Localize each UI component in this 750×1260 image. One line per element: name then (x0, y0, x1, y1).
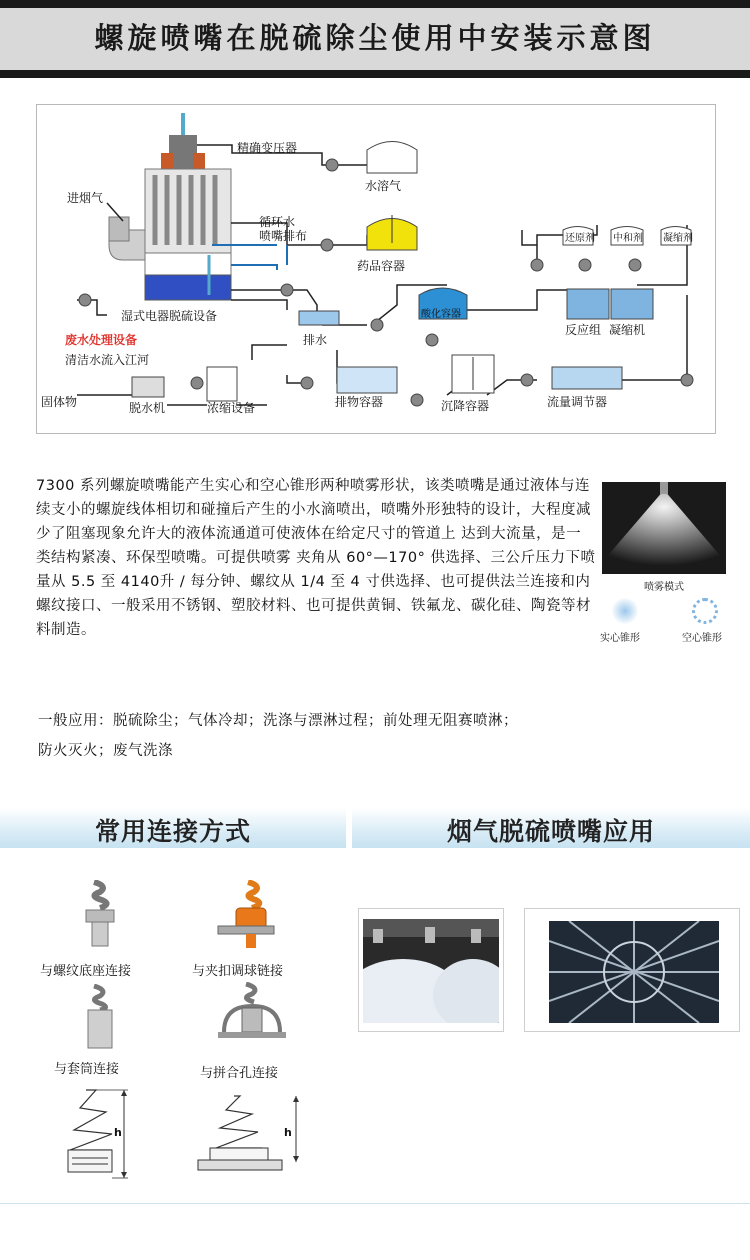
label-water-vapor: 水溶气 (365, 179, 402, 193)
drain-tank (299, 311, 339, 325)
connection-label-clamp: 与夹扣调球链接 (192, 964, 284, 979)
connection-label-threaded: 与螺纹底座连接 (40, 964, 132, 979)
reaction-tanks (567, 289, 653, 319)
spray-pattern-caption: 喷雾模式 (644, 582, 684, 593)
discharge-tank (337, 367, 397, 393)
hollow-cone-label: 空心锥形 (682, 633, 722, 644)
banner-top-band (0, 0, 750, 8)
label-neutralizer: 中和剂 (613, 233, 643, 244)
connection-label-sleeve: 与套筒连接 (54, 1062, 120, 1077)
settling-tank (452, 355, 494, 393)
fgd-header (352, 808, 750, 848)
label-circulating-water: 循环水 (259, 215, 296, 229)
fgd-photo-card-2 (524, 908, 740, 1032)
label-acid-container: 酸化容器 (421, 309, 461, 320)
scrubber-tower (107, 113, 231, 300)
dimension-h-label-left: h (114, 1126, 122, 1139)
dimension-h-label-right: h (284, 1126, 292, 1139)
banner-bottom-band (0, 70, 750, 78)
label-settling-container: 沉降容器 (441, 399, 490, 413)
label-nozzle-layout: 喷嘴排布 (259, 229, 308, 243)
label-concentrator: 浓缩设备 (207, 401, 256, 415)
applications-line-2: 防火灭火；废气洗涤 (38, 743, 173, 759)
label-flow-regulator: 流量调节器 (547, 395, 608, 409)
spray-photo (602, 482, 726, 574)
solid-cone-icon (612, 598, 638, 624)
spray-pattern-figure (600, 480, 750, 650)
label-chem-container: 药品容器 (357, 259, 406, 273)
dimension-drawing-threaded (56, 1086, 146, 1186)
clamp-ball-nozzle-image (206, 880, 286, 952)
label-clean-water: 清洁水流入江河 (65, 353, 150, 367)
label-wet-esp: 湿式电器脱硫设备 (121, 309, 218, 323)
solid-cone-label: 实心锥形 (600, 633, 640, 644)
connection-label-split-hole: 与拼合孔连接 (200, 1066, 279, 1081)
label-transformer: 精确变压器 (237, 141, 298, 155)
chemical-container (367, 215, 417, 250)
nozzle-array-photo (549, 921, 719, 1023)
label-discharge-container: 排物容器 (335, 395, 384, 409)
applications-line-1: 一般应用：脱硫除尘；气体冷却；洗涤与漂淋过程；前处理无阻赛喷淋； (38, 713, 518, 729)
fgd-title: 烟气脱硫喷嘴应用 (446, 817, 655, 846)
product-description: 7300 系列螺旋喷嘴能产生实心和空心锥形两种喷雾形状，该类喷嘴是通过液体与连续支小的螺旋线体相切和碰撞后产生的小水滴喷出，喷嘴外形独特的设计，大程度减少了阻塞现象允许大的液体流通道可使液体在给定尺寸的管道上 达到大流量，是一类结构紧凑、环保型喷嘴。可提供喷雾 夹角从 60°—170° 供选择、三公斤压力下喷量从 5.5 至 4140升 / 每分钟、螺纹从 1/4 至 4 寸供选择、也可提供法兰连接和内螺纹接口、一般采用不锈钢、塑胶材料、也可提供黄铜、铁氟龙、碳化硅、陶瓷等材料制造。 (36, 478, 596, 638)
label-flue-gas-in: 进烟气 (67, 191, 104, 205)
split-hole-nozzle-image (214, 982, 290, 1052)
dewatering-machine (132, 377, 164, 397)
sleeve-nozzle-image (80, 984, 120, 1050)
concentrator-tank (207, 367, 237, 401)
fgd-photo-card-1 (358, 908, 504, 1032)
hollow-cone-icon (692, 598, 718, 624)
label-wastewater-equipment: 废水处理设备 (65, 333, 138, 347)
label-reducer: 还原剂 (565, 233, 595, 244)
flow-regulator-tank (552, 367, 622, 389)
label-reaction-group: 反应组 (565, 323, 602, 337)
label-drain: 排水 (303, 333, 328, 347)
applications (38, 706, 718, 766)
dimension-drawing-flange (196, 1092, 306, 1182)
installation-diagram (36, 104, 716, 434)
label-dewatering: 脱水机 (129, 401, 166, 415)
label-coagulant: 凝缩剂 (663, 233, 693, 244)
threaded-base-nozzle-image (72, 880, 128, 952)
label-thickener: 凝缩机 (609, 323, 646, 337)
connections-title: 常用连接方式 (94, 817, 251, 846)
water-vapor-tank (367, 142, 417, 174)
connections-header (0, 808, 346, 848)
title-banner (0, 0, 750, 78)
label-solids: 固体物 (41, 395, 78, 409)
spray-nozzles-photo (363, 919, 499, 1023)
page-title: 螺旋喷嘴在脱硫除尘使用中安装示意图 (94, 21, 656, 55)
